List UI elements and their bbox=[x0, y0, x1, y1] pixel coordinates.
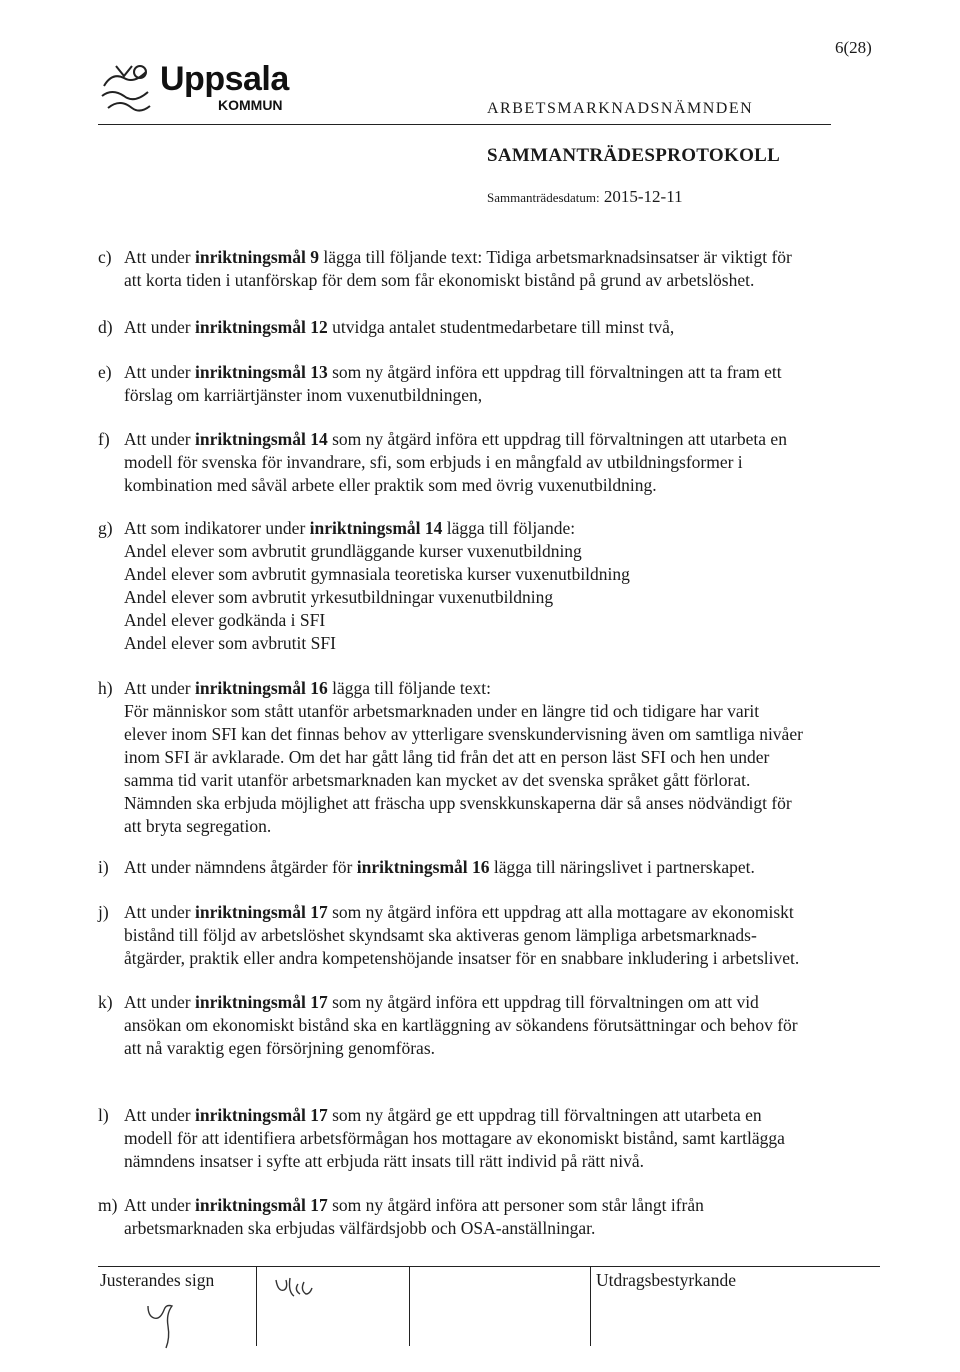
coat-of-arms-icon bbox=[102, 66, 150, 111]
indicator-2: Andel elever som avbrutit gymnasiala teoretiska kurser vuxenutbildning bbox=[124, 564, 630, 584]
signature-label: Justerandes sign bbox=[100, 1270, 215, 1290]
logo-subtitle: KOMMUN bbox=[218, 97, 283, 113]
list-item-k: k) Att under inriktningsmål 17 som ny åtgärd införa ett uppdrag till förvaltningen om att vid ansökan om ekonomiskt bistånd ska en kartläggning av sökandens förutsättningar och behov för att nå varaktig egen försörjning genomföras. bbox=[98, 992, 798, 1058]
header-divider bbox=[98, 124, 831, 125]
list-item-i: i) Att under nämndens åtgärder för inriktningsmål 16 lägga till näringslivet i partnerskapet. bbox=[98, 857, 755, 877]
list-item-m: m) Att under inriktningsmål 17 som ny åtgärd införa att personer som står långt ifrån arbetsmarknaden ska erbjudas välfärdsjobb och OSA-anställningar. bbox=[98, 1195, 704, 1238]
extract-certification-label: Utdragsbestyrkande bbox=[596, 1270, 736, 1290]
list-item-d: d) Att under inriktningsmål 12 utvidga antalet studentmedarbetare till minst två, bbox=[98, 317, 675, 337]
committee-name: ARBETSMARKNADSNÄMNDEN bbox=[487, 100, 754, 117]
list-item-j: j) Att under inriktningsmål 17 som ny åtgärd införa ett uppdrag att alla mottagare av ekonomiskt bistånd till följd av arbetslöshet skyndsamt ska aktiveras genom lämpliga arbetsmarknads- åtgärder, praktik eller andra kompetenshöjande insatser för en snabbare inkludering i arbetslivet. bbox=[98, 902, 800, 968]
list-item-f: f) Att under inriktningsmål 14 som ny åtgärd införa ett uppdrag till förvaltningen att utarbeta en modell för svenska för invandrare, sfi, som erbjuds i en mångfald av utbildningsformer i kombination med såväl arbete eller praktik som med övrig vuxenutbildning. bbox=[98, 429, 787, 495]
handwritten-initials-1 bbox=[140, 1296, 190, 1356]
footer-divider bbox=[98, 1266, 880, 1267]
list-item-l: l) Att under inriktningsmål 17 som ny åtgärd ge ett uppdrag till förvaltningen att utarbeta en modell för att identifiera arbetsförmågan hos mottagare av ekonomiskt bistånd, samt kartlägga nämndens insatser i syfte att erbjuda rätt insats till rätt individ på rätt nivå. bbox=[98, 1105, 785, 1171]
sign-cell-divider-3 bbox=[590, 1266, 591, 1346]
document-title: SAMMANTRÄDESPROTOKOLL bbox=[487, 145, 781, 166]
meeting-date bbox=[487, 187, 683, 207]
logo-wordmark: Uppsala bbox=[160, 60, 289, 98]
sign-cell-divider-2 bbox=[409, 1266, 410, 1346]
indicator-1: Andel elever som avbrutit grundläggande kurser vuxenutbildning bbox=[124, 541, 582, 561]
list-item-g: g) Att som indikatorer under inriktningsmål 14 lägga till följande: Andel elever som avbrutit grundläggande kurser vuxenutbildning Andel elever som avbrutit gymnasiala teoretiska kurser vuxenutbildning Andel elever som avbrutit yrkesutbildningar vuxenutbildning Andel elever godkända i SFI Andel elever som avbrutit SFI bbox=[98, 517, 888, 655]
handwritten-initials-2 bbox=[270, 1274, 320, 1304]
list-item-c: c) Att under inriktningsmål 9 lägga till följande text: Tidiga arbetsmarknadsinsatser är viktigt för att korta tiden i utanförskap för dem som får ekonomiskt bistånd på grund av arbetslöshet. bbox=[98, 247, 792, 290]
list-item-e: e) Att under inriktningsmål 13 som ny åtgärd införa ett uppdrag till förvaltningen att ta fram ett förslag om karriärtjänster inom vuxenutbildningen, bbox=[98, 362, 782, 405]
indicator-5: Andel elever som avbrutit SFI bbox=[124, 633, 336, 653]
indicator-3: Andel elever som avbrutit yrkesutbildningar vuxenutbildning bbox=[124, 587, 554, 607]
page-number: 6(28) bbox=[835, 38, 872, 57]
sign-cell-divider-1 bbox=[256, 1266, 257, 1346]
indicator-4: Andel elever godkända i SFI bbox=[124, 610, 326, 630]
meeting-date-value: 2015-12-11 bbox=[603, 187, 683, 206]
meeting-date-label: Sammanträdesdatum: bbox=[487, 190, 600, 205]
list-item-h: h) Att under inriktningsmål 16 lägga till följande text: För människor som stått utanför arbetsmarknaden under en längre tid och tidigare har varit elever inom SFI kan det finnas behov av ytterligare svenskundervisning även om samtliga nivåer inom SFI är avklarade. Om det har gått lång tid från det att en person läst SFI och hen under samma tid varit utanför arbetsmarknaden kan mycket av det svenska språket gått förlorat. Nämnden ska erbjuda möjlighet att fräscha upp svenskkunskaperna där så anses nödvändigt för att bryta segregation. bbox=[98, 678, 803, 836]
